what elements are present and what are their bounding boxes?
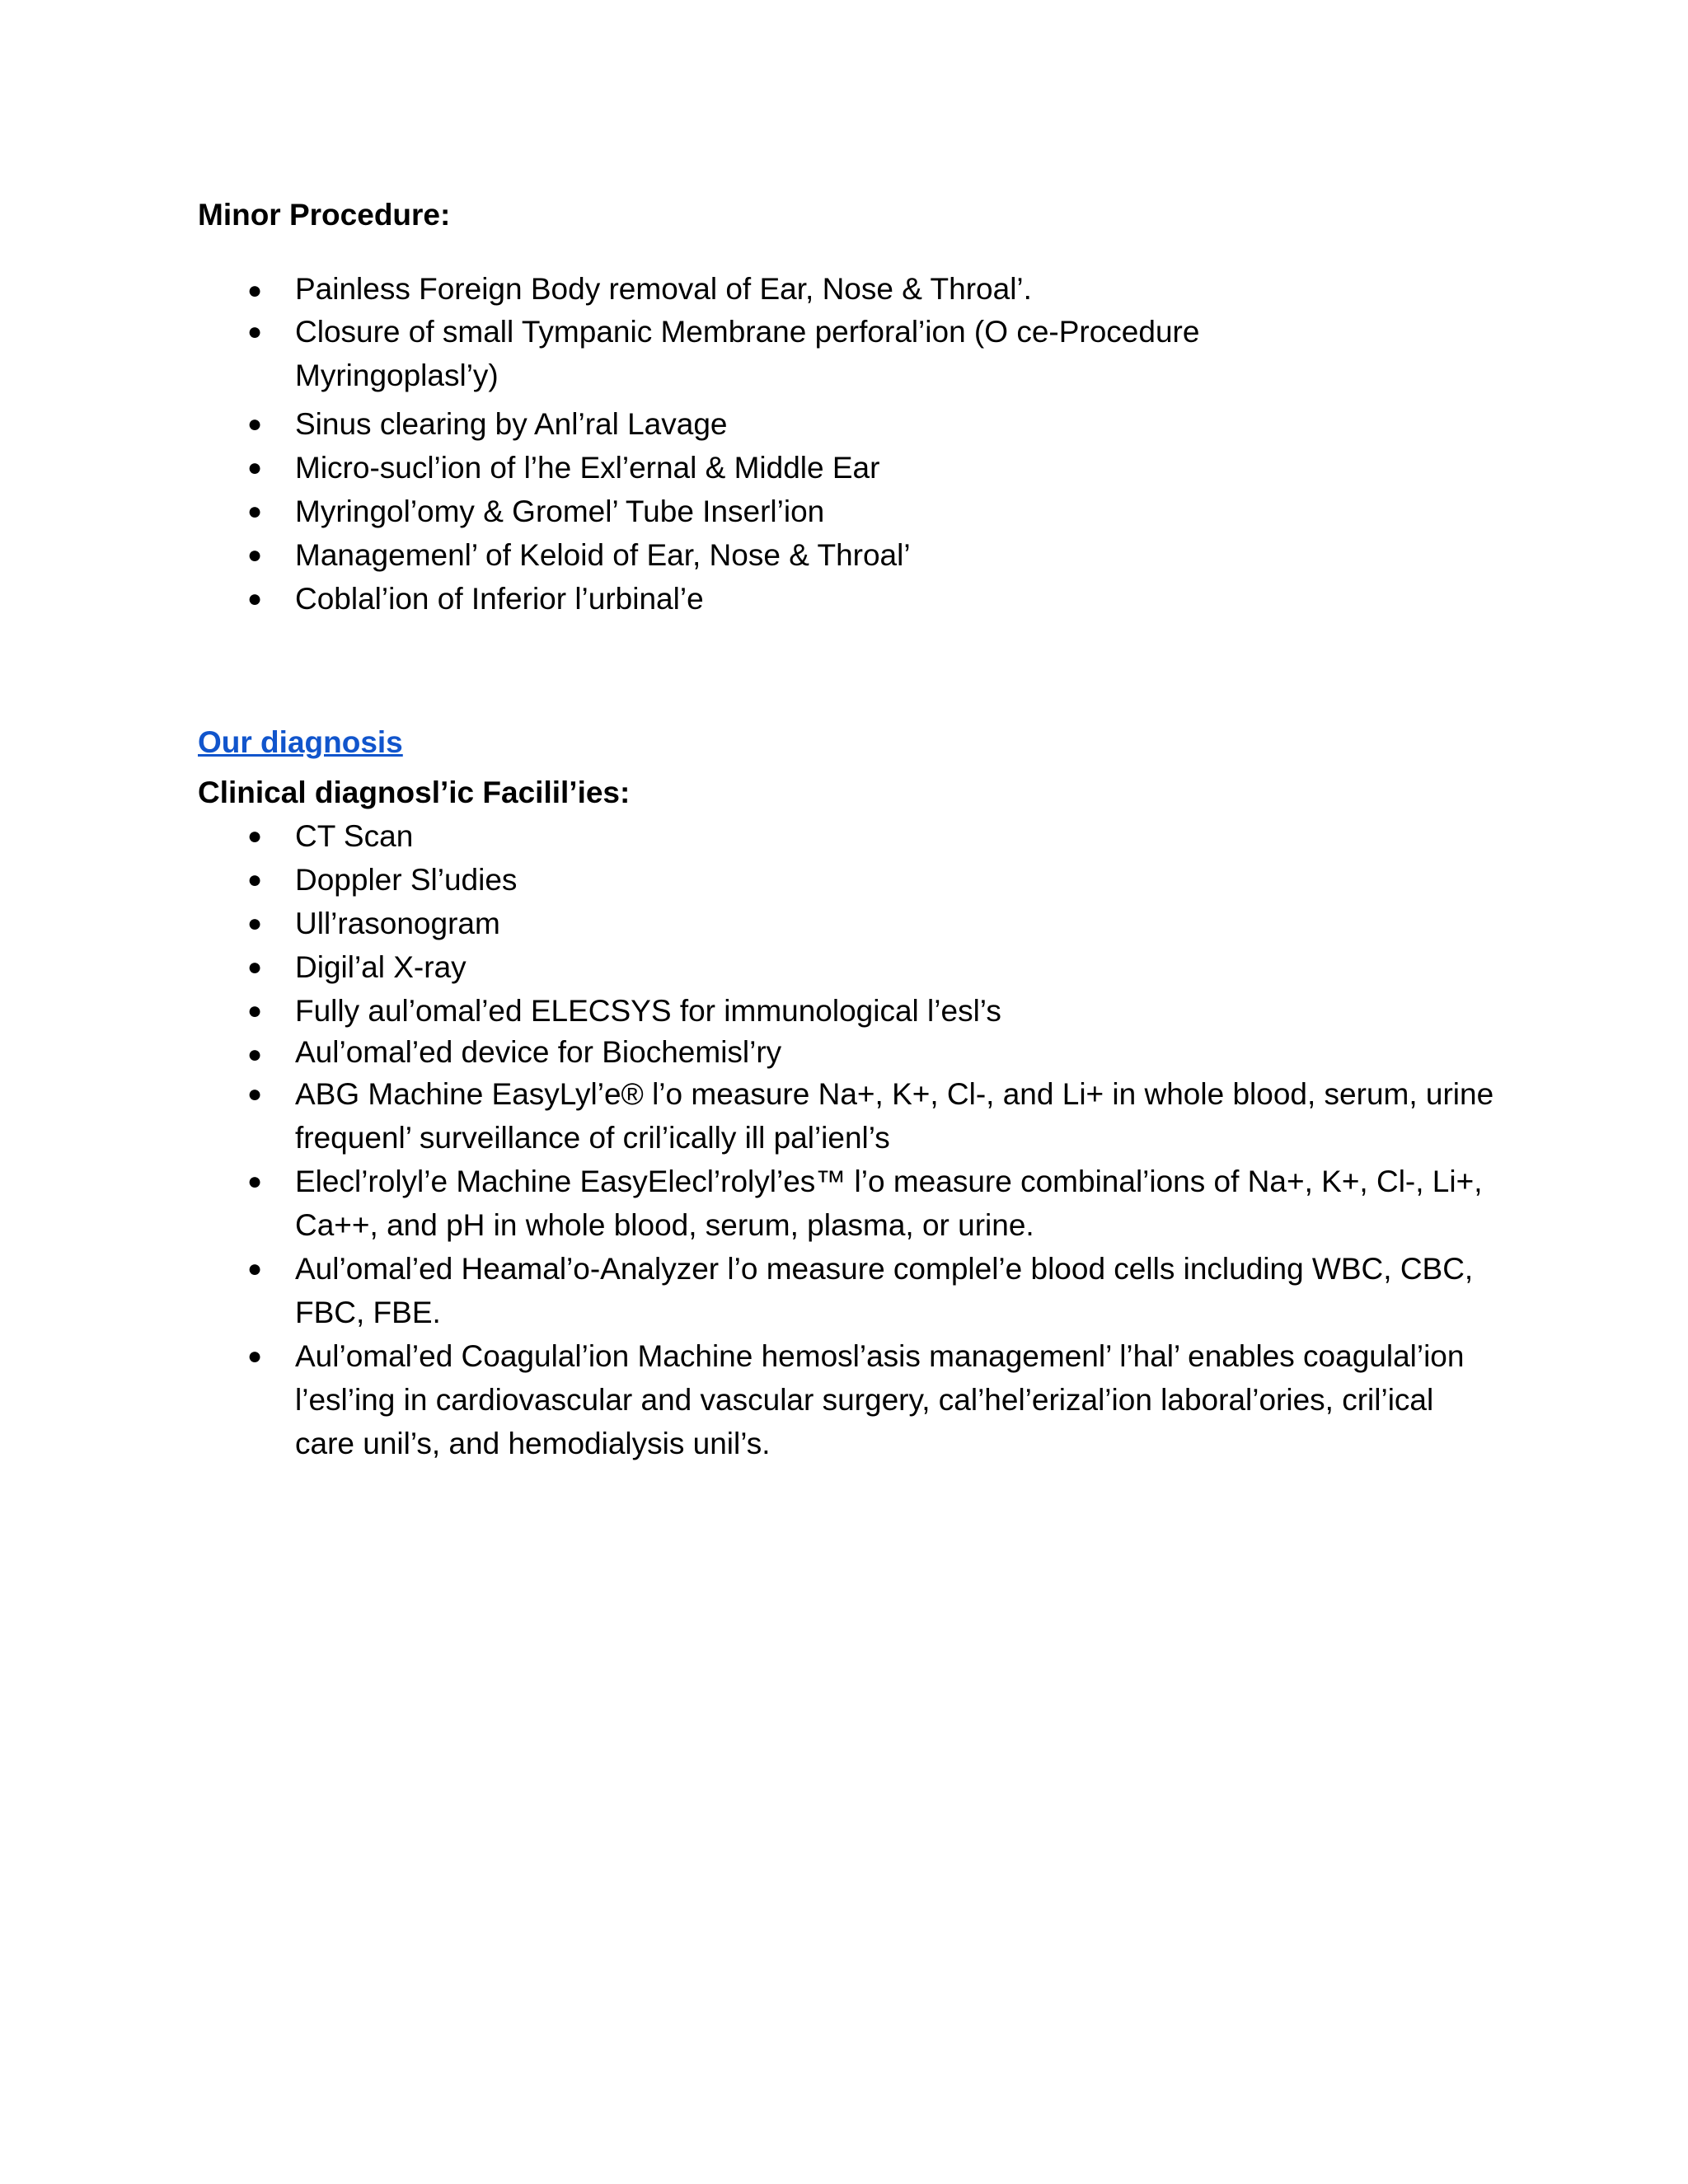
bullet-icon: ●	[247, 1168, 263, 1195]
bullet-icon: ●	[247, 866, 263, 893]
list-item: ● Sinus clearing by Anl’ral Lavage	[247, 402, 1484, 446]
minor-procedure-list	[247, 269, 1484, 621]
list-item: ● Digil’al X-ray	[247, 945, 1484, 989]
bullet-icon: ●	[247, 1080, 263, 1108]
list-item: ● Doppler Sl’udies	[247, 858, 1484, 902]
list-item: ● Fully aul’omal’ed ELECSYS for immunological l’esl’s	[247, 989, 1484, 1033]
clinical-diagnostic-heading: Clinical diagnosl’ic Facilil’ies:	[198, 776, 631, 809]
bullet-icon: ●	[247, 1041, 263, 1068]
bullet-icon: ●	[247, 541, 263, 569]
bullet-icon: ●	[247, 1255, 263, 1282]
list-item: ● Micro-sucl’ion of l’he Exl’ernal & Middle Ear	[247, 446, 1484, 490]
list-item: ● Coblal’ion of Inferior l’urbinal’e	[247, 577, 1484, 621]
bullet-icon: ●	[247, 498, 263, 525]
list-item: ● Elecl’rolyl’e Machine EasyElecl’rolyl’es™ l’o measure combinal’ions of Na+, K+, Cl-, Li+, Ca++, and pH in whole blood, serum, plasma, or urine.	[247, 1160, 1498, 1247]
bullet-icon: ●	[247, 410, 263, 438]
list-item: ● Aul’omal’ed device for Biochemisl’ry	[247, 1033, 1484, 1072]
list-item: ● ABG Machine EasyLyl’e® l’o measure Na+, K+, Cl-, and Li+ in whole blood, serum, urine frequenl’ surveillance of cril’ically ill pal’ienl’s	[247, 1072, 1498, 1160]
bullet-icon: ●	[247, 910, 263, 937]
list-item: ● Myringol’omy & Gromel’ Tube Inserl’ion	[247, 490, 1484, 533]
list-item: ● Aul’omal’ed Heamal’o-Analyzer l’o measure complel’e blood cells including WBC, CBC, FBC, FBE.	[247, 1247, 1498, 1334]
bullet-icon: ●	[247, 318, 263, 345]
our-diagnosis-link[interactable]: Our diagnosis	[198, 725, 403, 759]
list-item: ● Closure of small Tympanic Membrane perforal’ion (O ce-Procedure Myringoplasl’y)	[247, 310, 1367, 397]
list-item: ● Managemenl’ of Keloid of Ear, Nose & Throal’	[247, 533, 1484, 577]
bullet-icon: ●	[247, 823, 263, 850]
bullet-icon: ●	[247, 585, 263, 612]
minor-procedure-heading: Minor Procedure:	[198, 198, 451, 232]
diagnosis-link-line	[198, 724, 403, 762]
diagnostic-facilities-list	[247, 814, 1494, 1465]
bullet-icon: ●	[247, 997, 263, 1024]
list-item: ● Painless Foreign Body removal of Ear, Nose & Throal’.	[247, 269, 1484, 310]
list-item: ● Ull’rasonogram	[247, 902, 1484, 945]
bullet-icon: ●	[247, 277, 263, 304]
bullet-icon: ●	[247, 954, 263, 981]
list-item: ● Aul’omal’ed Coagulal’ion Machine hemosl’asis managemenl’ l’hal’ enables coagulal’ion l’esl’ing in cardiovascular and vascular surgery, cal’hel’erizal’ion laboral’ories, cril’ical care unil’s, and hemodialysis unil’s.	[247, 1334, 1498, 1465]
list-item: ● CT Scan	[247, 814, 1484, 858]
bullet-icon: ●	[247, 1343, 263, 1370]
bullet-icon: ●	[247, 454, 263, 481]
